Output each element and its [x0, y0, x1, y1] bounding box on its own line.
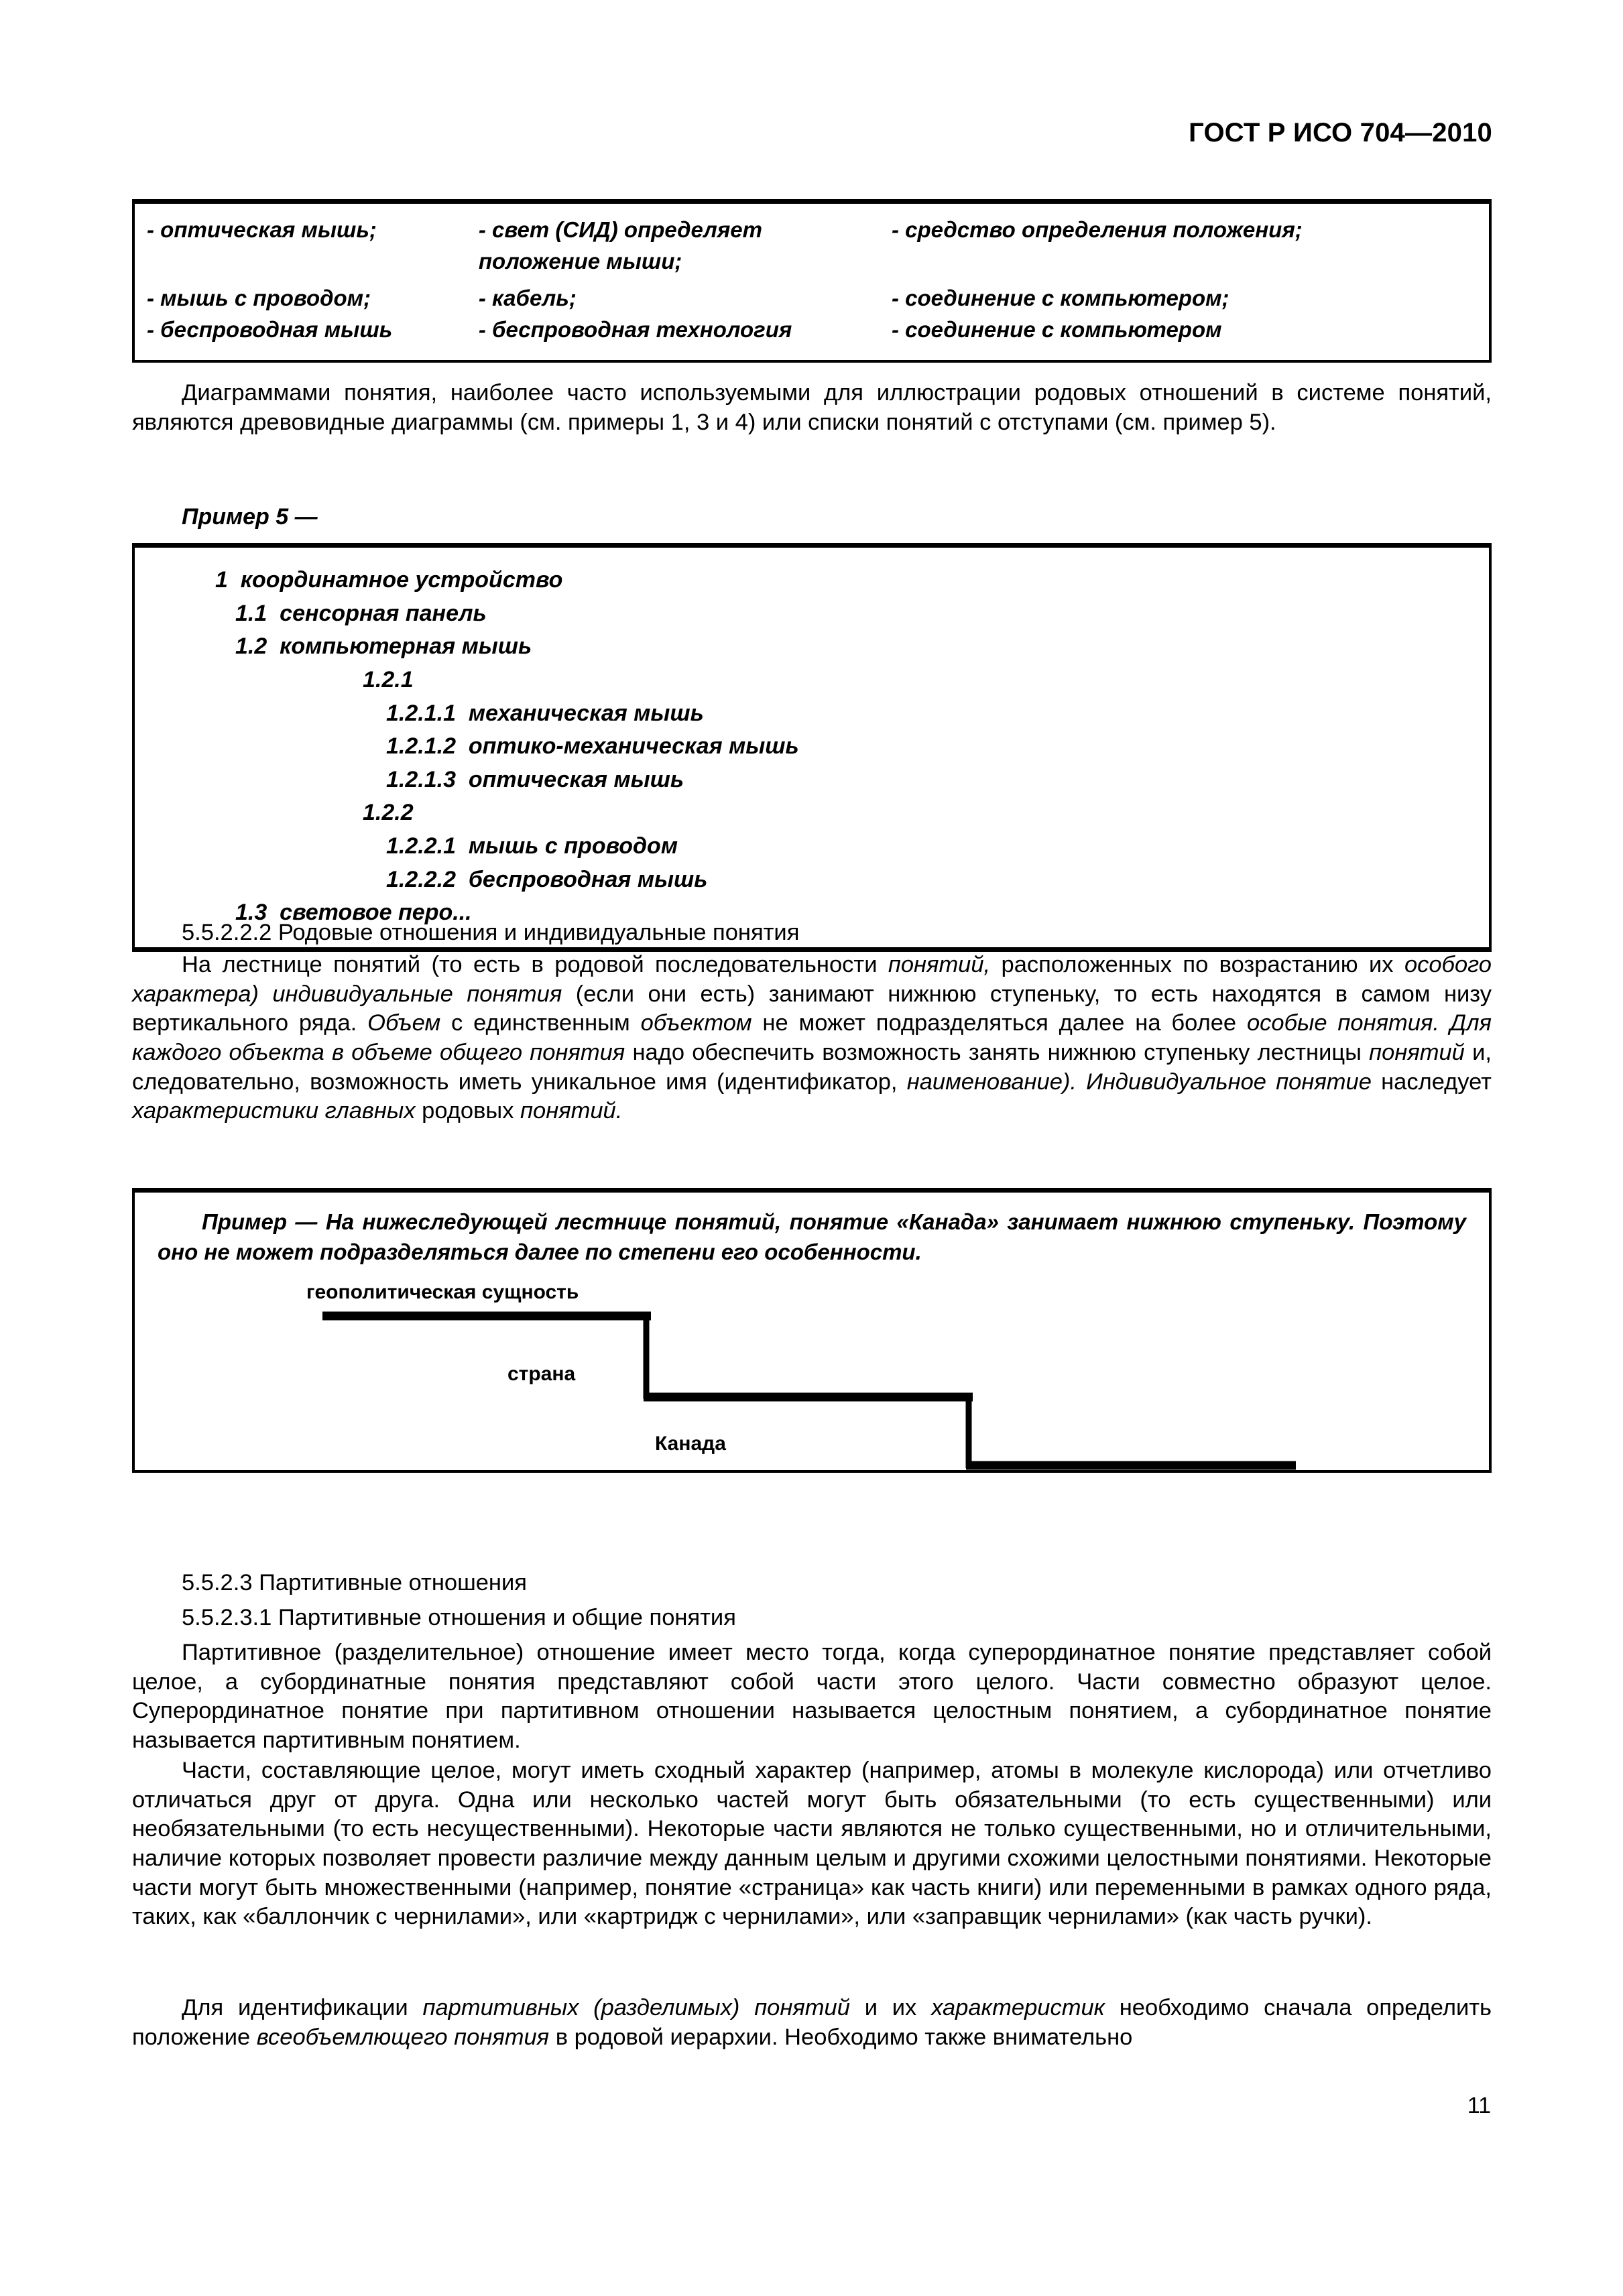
example-5-box: [132, 543, 1492, 952]
concept-list-item: 1.2.1.1 механическая мышь: [386, 700, 704, 726]
staircase-step-label-3: Канада: [655, 1432, 726, 1455]
staircase-example-box: [132, 1188, 1492, 1473]
plain-text: и их: [849, 1995, 932, 2020]
emphasis-text: понятий: [1369, 1039, 1465, 1065]
table-cell-characteristic: - свет (СИД) определяет положение мыши;: [478, 217, 762, 274]
table-cell-characteristic: - кабель;: [478, 285, 577, 310]
table-cell-function: - средство определения положения;: [891, 217, 1303, 242]
concept-list-item: 1 координатное устройство: [215, 567, 563, 593]
concept-list-item: 1.2.2.1 мышь с проводом: [386, 833, 678, 859]
plain-text: с единственным: [440, 1010, 641, 1036]
plain-text: На лестнице понятий (то есть в родовой последовательности: [182, 952, 888, 977]
emphasis-text: особые понятия. Для каждого объекта в объеме общего понятия: [132, 1010, 1492, 1065]
section-heading-5-5-2-3: 5.5.2.3 Партитивные отношения: [182, 1570, 527, 1595]
staircase-step-label-2: страна: [507, 1362, 576, 1385]
concept-list-item: 1.1 сенсорная панель: [235, 600, 487, 626]
intro-paragraph: Диаграммами понятия, наиболее часто используемыми для иллюстрации родовых отношений в системе понятий, являются древовидные диаграммы (см. примеры 1, 3 и 4) или списки понятий с отступами (см. пример 5).: [132, 380, 1492, 435]
staircase-diagram: [158, 1272, 1466, 1470]
emphasis-text: понятий.: [520, 1098, 623, 1124]
plain-text: и, следовательно, возможность иметь уникальное имя (идентификатор,: [132, 1039, 1492, 1095]
section-5-5-2-2-2-paragraph: [132, 951, 1492, 1126]
document-standard-header: ГОСТ Р ИСО 704—2010: [1189, 118, 1492, 147]
concept-list-item: 1.3 световое перо...: [235, 900, 472, 926]
partitive-paragraph-2: Части, составляющие целое, могут иметь сходный характер (например, атомы в молекуле кислорода) или отчетливо отличаться друг от друга. Одна или несколько частей могут быть обязательными (то есть существенными) или необязательными (то есть несущественными). Некоторые части являются не только существенными, но и отличительными, наличие которых позволяет провести различие между данным целым и другими схожими целостными понятиями. Некоторые части могут быть множественными (например, понятие «страница» как часть книги) или переменными в рамках одного ряда, таких, как «баллончик с чернилами», или «картридж с чернилами», или «заправщик чернилами» (как часть ручки).: [132, 1758, 1492, 1930]
emphasis-text: особого характера) индивидуальные понятия: [132, 952, 1492, 1007]
concept-list-item: 1.2.1.2 оптико-механическая мышь: [386, 733, 799, 760]
characteristics-table: [132, 199, 1492, 363]
page-number: 11: [1467, 2093, 1491, 2118]
plain-text: необходимо сначала определить положение: [132, 1995, 1492, 2050]
plain-text: Для идентификации: [182, 1995, 423, 2020]
plain-text: не может подразделяться далее на более: [752, 1010, 1247, 1036]
concept-list-item: 1.2.1.3 оптическая мышь: [386, 766, 684, 792]
plain-text: наследует: [1371, 1069, 1492, 1095]
emphasis-text: всеобъемлющего понятия: [256, 2024, 550, 2050]
plain-text: в родовой иерархии. Необходимо также внимательно: [549, 2024, 1133, 2050]
section-heading-5-5-2-3-1: 5.5.2.3.1 Партитивные отношения и общие понятия: [182, 1605, 736, 1630]
partitive-paragraph-1: Партитивное (разделительное) отношение имеет место тогда, когда суперординатное понятие представляет собой целое, а субординатные понятия представляют собой части этого целого. Части совместно образуют целое. Суперординатное понятие при партитивном отношении называется целостным понятием, а субординатное понятие называется партитивным понятием.: [132, 1640, 1492, 1753]
plain-text: родовых: [415, 1098, 521, 1124]
table-cell-function: - соединение с компьютером;: [891, 285, 1229, 310]
emphasis-text: партитивных (разделимых) понятий: [422, 1995, 850, 2020]
table-row: [135, 215, 1489, 278]
table-cell-function: - соединение с компьютером: [891, 316, 1222, 342]
table-cell-term: - мышь с проводом;: [147, 285, 371, 310]
concept-list-item: 1.2.1: [363, 666, 414, 692]
partitive-paragraph-3: [132, 1994, 1492, 2052]
table-cell-term: - оптическая мышь;: [147, 217, 377, 242]
emphasis-text: наименование). Индивидуальное понятие: [906, 1069, 1372, 1095]
concept-list-item: 1.2.2.2 беспроводная мышь: [386, 866, 708, 892]
indented-concept-list: [135, 564, 1489, 930]
staircase-step-label-1: геополитическая сущность: [306, 1280, 579, 1303]
plain-text: расположенных по возрастанию их: [990, 952, 1404, 977]
concept-list-item: 1.2 компьютерная мышь: [235, 633, 532, 660]
staircase-caption-text: Пример — На нижеследующей лестнице понятий, понятие «Канада» занимает нижнюю ступеньку. Поэтому оно не может подразделяться далее по степени его особенности.: [158, 1209, 1466, 1264]
section-heading-5-5-2-2-2: 5.5.2.2.2 Родовые отношения и индивидуальные понятия: [182, 920, 800, 945]
example-5-label: Пример 5 —: [182, 504, 318, 530]
emphasis-text: характеристик: [931, 1995, 1105, 2020]
plain-text: надо обеспечить возможность занять нижнюю ступеньку лестницы: [625, 1039, 1370, 1065]
table-cell-term: - беспроводная мышь: [147, 316, 393, 342]
table-row: [135, 314, 1489, 346]
emphasis-text: характеристики главных: [132, 1098, 416, 1124]
emphasis-text: понятий,: [888, 952, 991, 977]
emphasis-text: Объем: [367, 1010, 441, 1036]
concept-list-item: 1.2.2: [363, 800, 414, 826]
staircase-example-caption: [158, 1207, 1466, 1268]
table-row: [135, 283, 1489, 314]
emphasis-text: объектом: [640, 1010, 752, 1036]
plain-text: (если они есть) занимают нижнюю ступеньку, то есть находятся в самом низу вертикального ряда.: [132, 981, 1492, 1036]
table-cell-characteristic: - беспроводная технология: [478, 316, 792, 342]
